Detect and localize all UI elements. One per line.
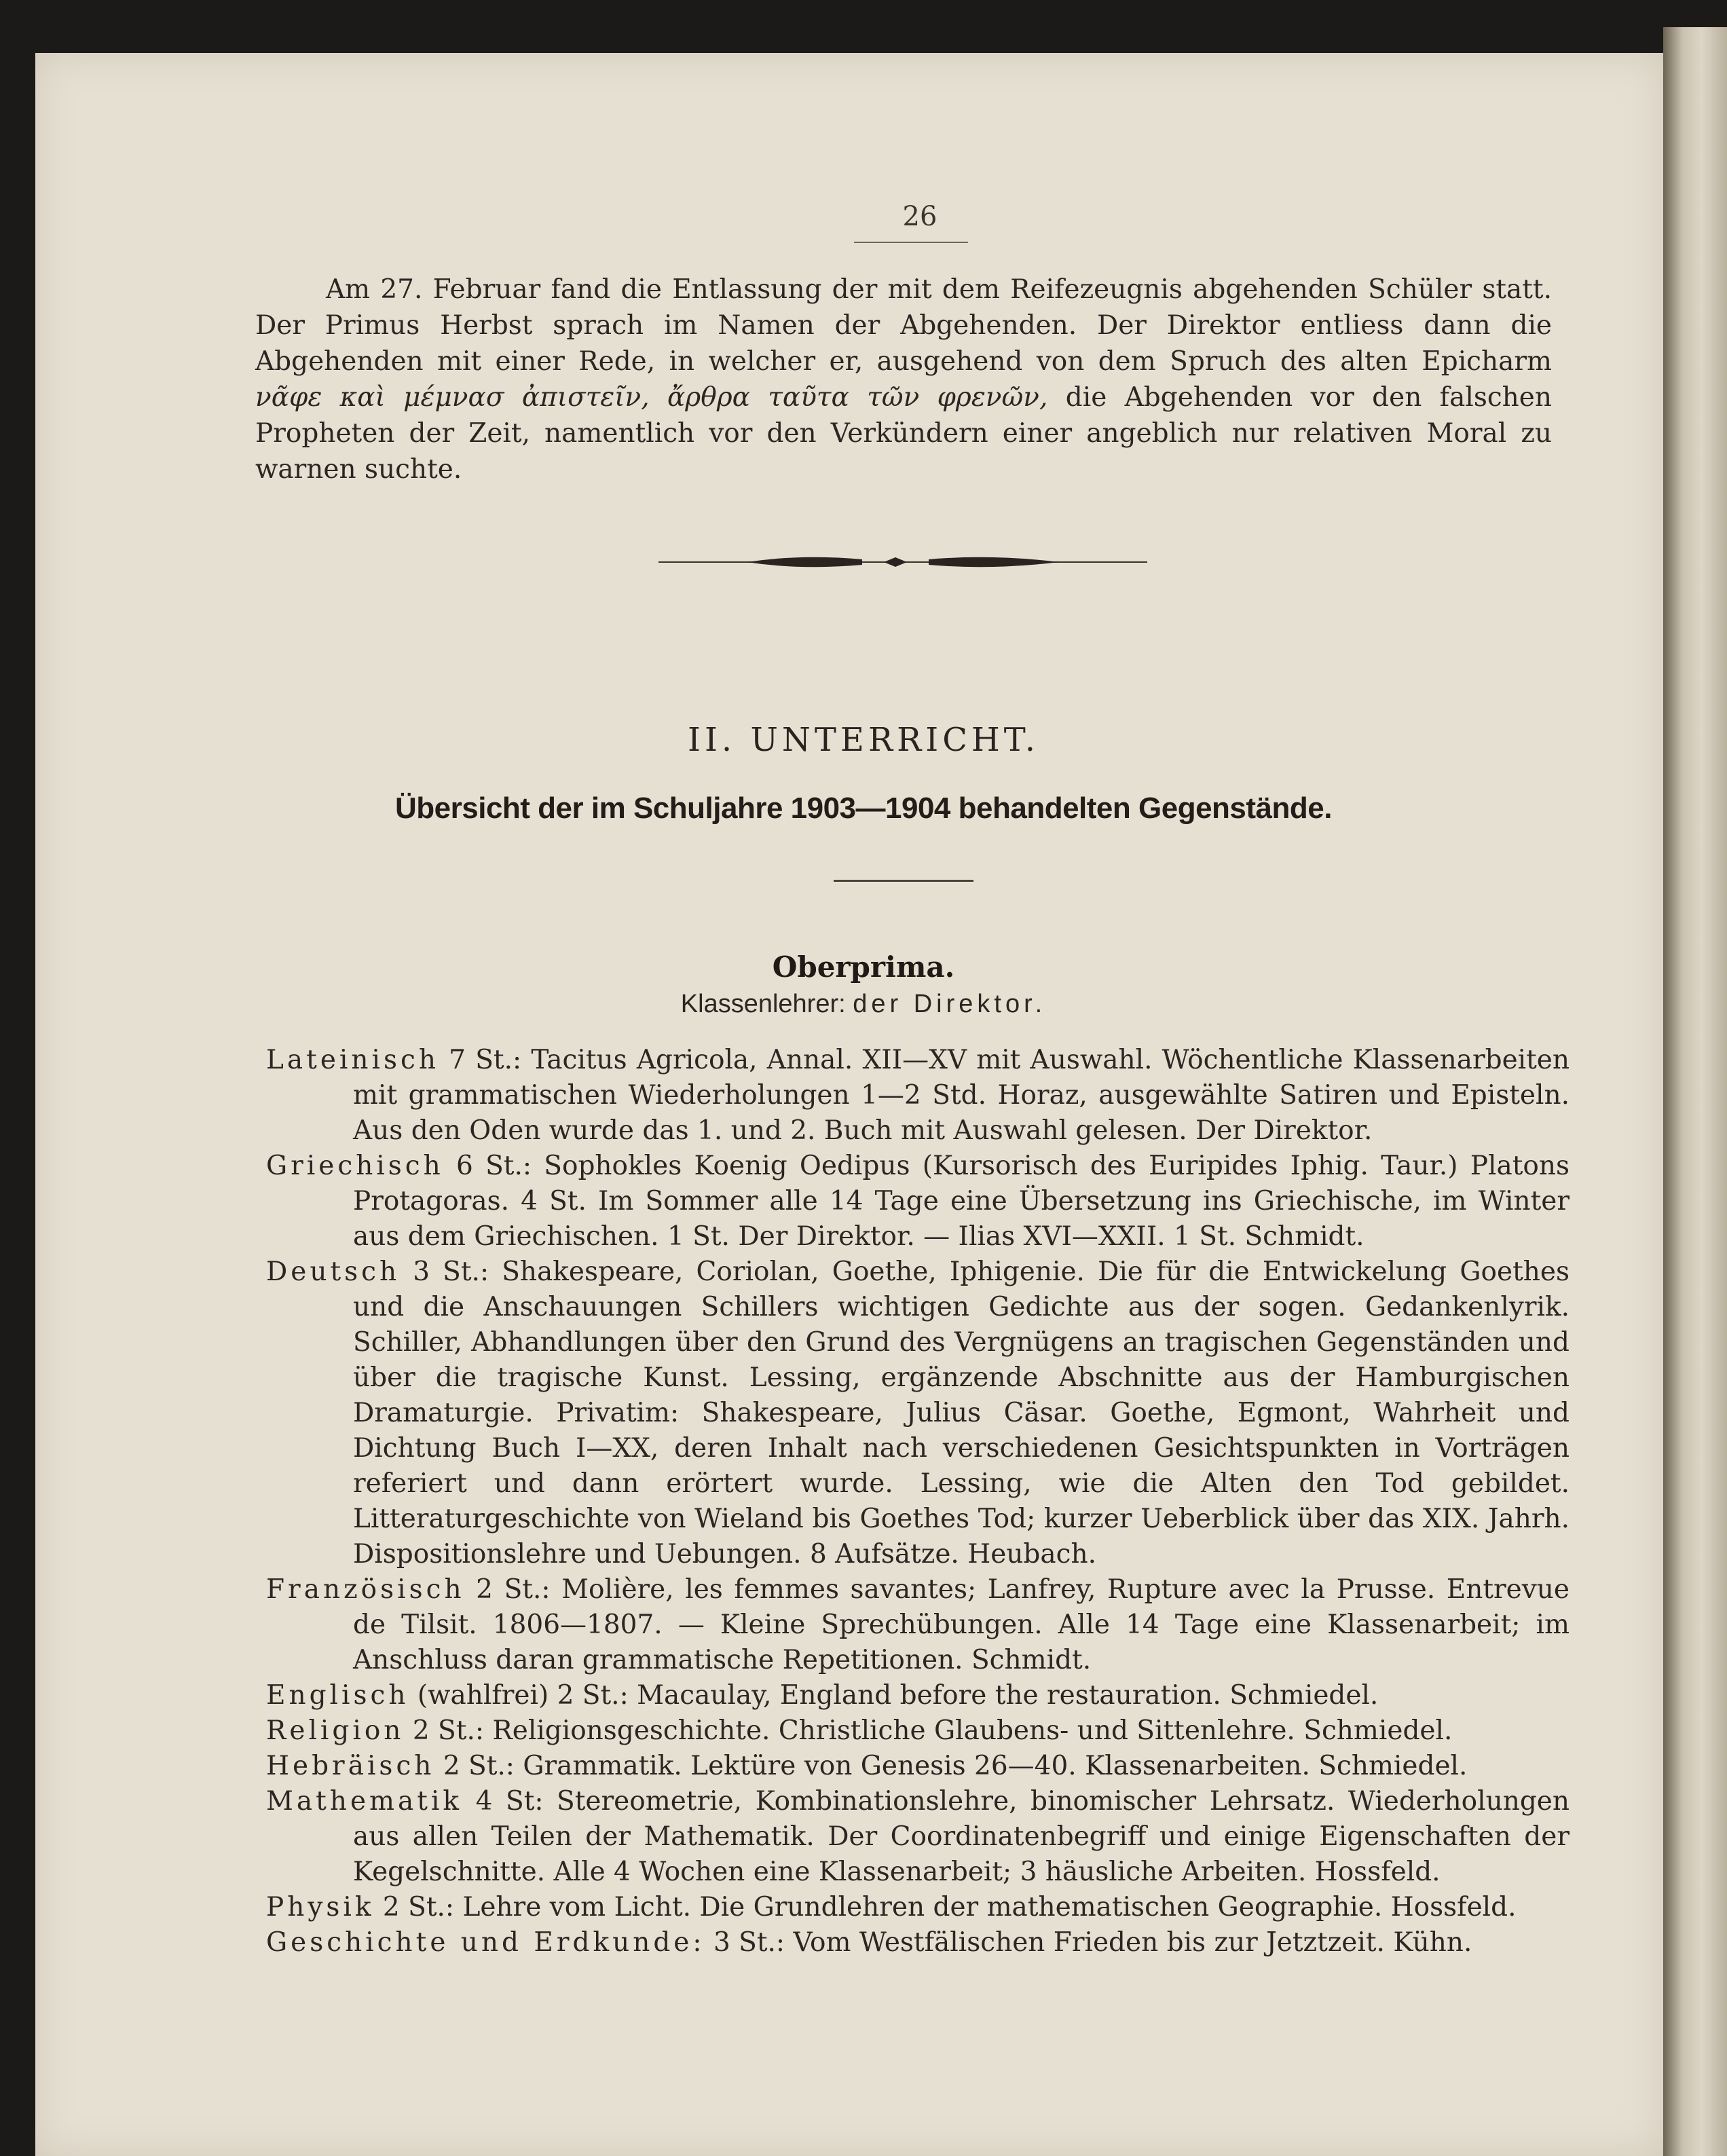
book-spine-edge: [1663, 27, 1727, 2156]
subject-entry-physik: [266, 1890, 1570, 1925]
section-subtitle: Übersicht der im Schuljahre 1903—1904 behandelten Gegenstände.: [395, 792, 1332, 825]
page-number: 26: [902, 201, 937, 232]
subject-entry-englisch: [266, 1678, 1570, 1713]
subject-entry-latein: [266, 1043, 1570, 1149]
class-title: Oberprima.: [772, 950, 955, 984]
subject-name: Griechisch: [266, 1151, 444, 1181]
ornament-divider: [658, 550, 1147, 574]
subject-name: Religion: [266, 1715, 405, 1746]
section-title: II. UNTERRICHT.: [688, 721, 1039, 759]
subject-text: 2 St.: Lehre vom Licht. Die Grundlehren der mathematischen Geographie. Hossfeld.: [382, 1892, 1517, 1922]
subject-name: Geschichte und Erdkunde:: [266, 1927, 705, 1958]
subject-entry-mathematik: [266, 1784, 1570, 1890]
subject-text: 6 St.: Sophokles Koenig Oedipus (Kursorisch des Euripides Iphig. Taur.) Platons Protagoras. 4 St. Im Sommer alle 14 Tage eine Übersetzung ins Griechische, im Winter aus dem Griechischen. 1 St. Der Direktor. — Ilias XVI—XXII. 1 St. Schmidt.: [353, 1151, 1570, 1252]
subject-list: [266, 1043, 1570, 1960]
subject-entry-franzoesisch: [266, 1572, 1570, 1678]
subject-entry-griechisch: [266, 1149, 1570, 1254]
subject-text: (wahlfrei) 2 St.: Macaulay, England before the restauration. Schmiedel.: [417, 1680, 1379, 1711]
greek-quote-1: νᾶφε καὶ μέμνασ: [255, 382, 504, 413]
subject-text: 3 St.: Shakespeare, Coriolan, Goethe, Iphigenie. Die für die Entwickelung Goethes und die Anschauungen Schillers wichtigen Gedichte aus der sogen. Gedankenlyrik. Schiller, Abhandlungen über den Grund des Vergnügens an tragischen Gegenständen und über die tragische Kunst. Lessing, ergänzende Abschnitte aus der Hamburgischen Dramaturgie. Privatim: Shakespeare, Julius Cäsar. Goethe, Egmont, Wahrheit und Dichtung Buch I—XX, deren Inhalt nach verschiedenen Gesichtspunkten in Vorträgen referiert und dann erörtert wurde. Lessing, wie die Alten den Tod gebildet. Litteraturgeschichte von Wieland bis Goethes Tod; kurzer Ueberblick über das XIX. Jahrh. Dispositionslehre und Uebungen. 8 Aufsätze. Heubach.: [353, 1257, 1570, 1569]
intro-line-5: vor den Verkündern einer angeblich nur relativen Moral zu warnen suchte.: [255, 418, 1552, 485]
subject-name: Deutsch: [266, 1257, 401, 1287]
intro-paragraph: [255, 272, 1552, 487]
subject-text: 2 St.: Grammatik. Lektüre von Genesis 26—40. Klassenarbeiten. Schmiedel.: [443, 1751, 1468, 1781]
subject-text: 7 St.: Tacitus Agricola, Annal. XII—XV mit Auswahl. Wöchentliche Klassenarbeiten mit grammatischen Wiederholungen 1—2 Std. Horaz, ausgewählte Satiren und Episteln. Aus den Oden wurde das 1. und 2. Buch mit Auswahl gelesen. Der Direktor.: [353, 1045, 1570, 1146]
subject-entry-religion: [266, 1713, 1570, 1749]
subject-text: 3 St.: Vom Westfälischen Frieden bis zur Jetztzeit. Kühn.: [713, 1927, 1472, 1958]
class-teacher-label: Klassenlehrer:: [680, 990, 846, 1018]
subject-name: Physik: [266, 1892, 375, 1922]
subject-entry-hebraeisch: [266, 1749, 1570, 1784]
subject-text: 2 St.: Religionsgeschichte. Christliche Glaubens- und Sittenlehre. Schmiedel.: [412, 1715, 1453, 1746]
subject-name: Französisch: [266, 1574, 465, 1605]
subject-name: Mathematik: [266, 1786, 463, 1817]
intro-line-2: Der Primus Herbst sprach im Namen der Abgehenden. Der Direktor entliess dann die Abgehenden: [255, 310, 1552, 377]
intro-line-3: mit einer Rede, in welcher er, ausgehend von dem Spruch des alten Epicharm: [437, 346, 1552, 377]
subject-name: Lateinisch: [266, 1045, 439, 1075]
subject-name: Hebräisch: [266, 1751, 435, 1781]
class-teacher-name: der Direktor.: [853, 990, 1047, 1018]
subject-entry-geschichte: [266, 1925, 1570, 1960]
page-number-rule: [854, 242, 968, 243]
greek-quote-2: ἀπιστεῖν, ἄρθρα ταῦτα τῶν φρενῶν,: [521, 382, 1048, 413]
intro-line-4: die Abgehenden vor den falschen Propheten der Zeit, namentlich: [255, 382, 1552, 449]
subject-entry-deutsch: [266, 1254, 1570, 1572]
subject-name: Englisch: [266, 1680, 409, 1711]
intro-line-1: Am 27. Februar fand die Entlassung der mit dem Reifezeugnis abgehenden Schüler statt.: [326, 274, 1552, 305]
class-teacher-line: [0, 990, 1727, 1019]
subject-text: 4 St: Stereometrie, Kombinationslehre, binomischer Lehrsatz. Wiederholungen aus allen Teilen der Mathematik. Der Coordinatenbegriff und einige Eigenschaften der Kegelschnitte. Alle 4 Wochen eine Klassenarbeit; 3 häusliche Arbeiten. Hossfeld.: [353, 1786, 1570, 1887]
subject-text: 2 St.: Molière, les femmes savantes; Lanfrey, Rupture avec la Prusse. Entrevue de Tilsit. 1806—1807. — Kleine Sprechübungen. Alle 14 Tage eine Klassenarbeit; im Anschluss daran grammatische Repetitionen. Schmidt.: [353, 1574, 1570, 1675]
short-divider: [834, 880, 973, 882]
